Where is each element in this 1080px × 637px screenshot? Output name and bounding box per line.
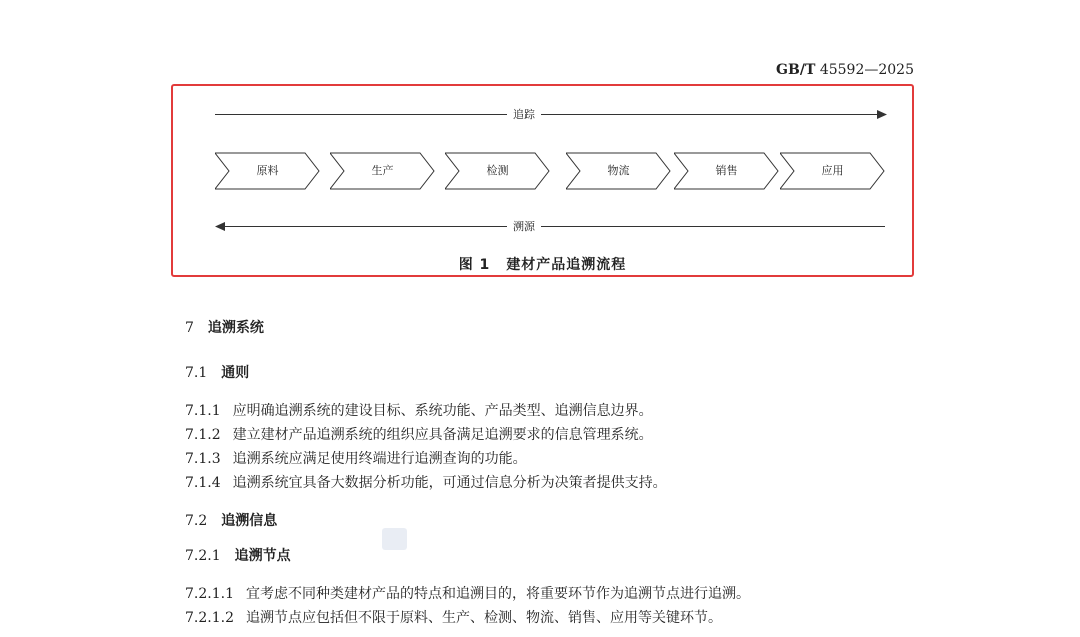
clause-number: 7.1.1 bbox=[185, 403, 221, 419]
clause-text: 追溯节点应包括但不限于原料、生产、检测、物流、销售、应用等关键环节。 bbox=[245, 610, 722, 626]
clause-text: 应明确追溯系统的建设目标、系统功能、产品类型、追溯信息边界。 bbox=[232, 403, 653, 419]
stage-label: 检测 bbox=[486, 164, 509, 177]
trace-back-line bbox=[223, 226, 885, 227]
figure-highlight-box bbox=[171, 84, 914, 277]
section-heading-7 bbox=[185, 317, 264, 337]
stage-raw-material bbox=[215, 152, 320, 190]
section-number: 7 bbox=[185, 320, 194, 336]
trace-forward-label: 追踪 bbox=[507, 106, 541, 122]
clause-number: 7.2.1.1 bbox=[185, 586, 234, 602]
figure-title: 建材产品追溯流程 bbox=[506, 257, 627, 273]
stage-inspection bbox=[445, 152, 550, 190]
trace-forward-arrowhead-icon bbox=[877, 110, 887, 119]
section-number: 7.1 bbox=[185, 365, 208, 381]
clause-number: 7.2.1.2 bbox=[185, 610, 234, 626]
stage-production bbox=[330, 152, 435, 190]
clause-7-2-1-2 bbox=[185, 607, 722, 627]
section-title: 追溯系统 bbox=[207, 320, 264, 336]
standard-code-number: 45592—2025 bbox=[819, 62, 914, 78]
section-number: 7.2 bbox=[185, 513, 208, 529]
section-title: 追溯信息 bbox=[221, 513, 278, 529]
stage-sales bbox=[674, 152, 779, 190]
trace-back-label: 溯源 bbox=[507, 218, 541, 234]
clause-number: 7.1.3 bbox=[185, 451, 221, 467]
clause-number: 7.1.4 bbox=[185, 475, 221, 491]
section-title: 通则 bbox=[221, 365, 250, 381]
section-heading-7-1 bbox=[185, 362, 249, 382]
figure-caption bbox=[173, 254, 912, 274]
section-number: 7.2.1 bbox=[185, 548, 221, 564]
clause-7-1-3 bbox=[185, 448, 527, 468]
stage-application bbox=[780, 152, 885, 190]
clause-number: 7.1.2 bbox=[185, 427, 221, 443]
figure-number: 图 1 bbox=[458, 257, 491, 273]
clause-text: 宜考虑不同种类建材产品的特点和追溯目的，将重要环节作为追溯节点进行追溯。 bbox=[245, 586, 750, 602]
standard-code bbox=[776, 62, 914, 78]
clause-text: 追溯系统应满足使用终端进行追溯查询的功能。 bbox=[232, 451, 527, 467]
clause-7-2-1-1 bbox=[185, 583, 750, 603]
section-heading-7-2 bbox=[185, 510, 277, 530]
clause-7-1-1 bbox=[185, 400, 653, 420]
section-title: 追溯节点 bbox=[234, 548, 291, 564]
standard-code-prefix: GB/T bbox=[776, 62, 816, 78]
trace-back-arrowhead-icon bbox=[215, 222, 225, 231]
clause-7-1-4 bbox=[185, 472, 667, 492]
clause-text: 追溯系统宜具备大数据分析功能，可通过信息分析为决策者提供支持。 bbox=[232, 475, 667, 491]
trace-forward-line bbox=[215, 114, 883, 115]
stage-label: 生产 bbox=[371, 164, 394, 177]
stage-logistics bbox=[566, 152, 671, 190]
stage-label: 原料 bbox=[256, 164, 279, 177]
watermark-icon bbox=[382, 528, 407, 550]
stage-label: 应用 bbox=[821, 164, 844, 177]
section-heading-7-2-1 bbox=[185, 545, 291, 565]
clause-7-1-2 bbox=[185, 424, 653, 444]
stage-label: 销售 bbox=[715, 164, 738, 177]
clause-text: 建立建材产品追溯系统的组织应具备满足追溯要求的信息管理系统。 bbox=[232, 427, 653, 443]
stage-label: 物流 bbox=[607, 164, 630, 177]
